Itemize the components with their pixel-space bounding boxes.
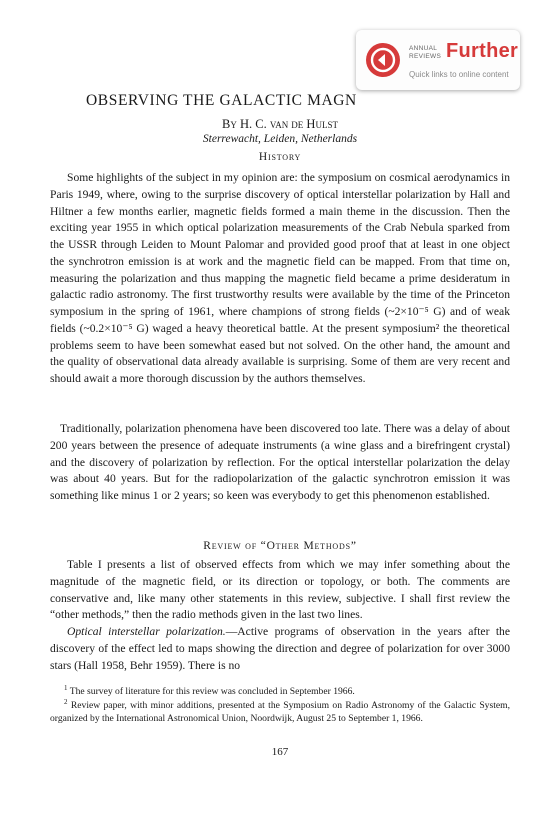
paragraph-other-methods-1: Table I presents a list of observed effects from which we may infer something about the magnitude of the magnetic field, or its direction or topology, or both. The comments are conservative and, like many other statements in this review, subjective. I shall first review the “other methods,” then the radio methods given in the last two lines.	[50, 558, 510, 622]
badge-subtitle: Quick links to online content	[409, 70, 509, 79]
paragraph-history-1: Some highlights of the subject in my opinion are: the symposium on cosmical aerodynamics in Paris 1949, where, owing to the surprise discovery of optical interstellar polarization by Hall and Hiltner a few months earlier, magnetic fields formed a main theme in the discussion. Then the exciting year 1955 in which optical polarization measurements of the Crab Nebula sparked from the USSR through Leiden to Mount Palomar and provided good proof that at least in one object the synchrotron emission is at work and the magnetic field can be mapped. From that time on, measuring the polarization and thus mapping the magnetic field became a prime desideratum in galactic radio astronomy. The first trustworthy results were available by the time of the Princeton symposium in the spring of 1961, where champions of strong fields (~2×10⁻⁵ G) and of weak fields (~0.2×10⁻⁵ G) waged a heavy theoretical battle. At the present symposium² the theoretical problems seem to have been somewhat eased but not solved. On the other hand, the amount and the quality of observational data already available is surprising. Some of them are very recent and should await a more thorough discussion by the authors themselves.	[50, 171, 510, 385]
badge-reviews: REVIEWS	[409, 52, 442, 60]
optical-polarization-heading: Optical interstellar polarization.	[67, 625, 226, 638]
play-arrow-icon[interactable]	[366, 43, 400, 77]
page-number: 167	[271, 746, 289, 758]
badge-annual-reviews-label	[409, 45, 449, 60]
author-by: By	[222, 117, 237, 131]
footnote-2-text: Review paper, with minor additions, presented at the Symposium on Radio Astronomy of the Galactic System, organized by the International Astronomical Union, Noordwijk, August 25 to September 1, 1966.	[50, 700, 510, 725]
author-line	[0, 117, 560, 132]
author-affiliation: Sterrewacht, Leiden, Netherlands	[202, 133, 358, 145]
paragraph-history-2: Traditionally, polarization phenomena have been discovered too late. There was a delay of about 200 years between the presence of adequate instruments (a wine glass and a birefringent crystal) and the discovery of polarization by reflection. For the optical interstellar polarization the delay was about 40 years. But for the radiopolarization of the galactic synchrotron emission it was something like minus 1 or 2 years; so keen was everybody to get this phenomenon established.	[50, 422, 510, 502]
paragraph-optical-polarization	[50, 624, 510, 674]
footnote-1-text: The survey of literature for this review was concluded in September 1966.	[69, 686, 355, 698]
section-heading-history: History	[258, 151, 302, 163]
section-heading-other-methods: Review of “Other Methods”	[203, 540, 357, 552]
optical-polarization-text: —Active programs of observation in the years after the discovery of the effect led to maps showing the direction and degree of polarization for over 3000 stars (Hall 1958, Behr 1959). There is no	[50, 625, 511, 672]
article-title: OBSERVING THE GALACTIC MAGN	[86, 92, 357, 109]
author-name: H. C. van de Hulst	[239, 117, 338, 131]
footnote-2-mark: 2	[64, 698, 68, 706]
further-links-badge[interactable]	[356, 30, 520, 90]
footnote-1-mark: 1	[64, 684, 68, 692]
footnote-2	[50, 696, 510, 725]
badge-annual: ANNUAL	[409, 45, 438, 52]
badge-further-label[interactable]: Further	[446, 40, 519, 62]
